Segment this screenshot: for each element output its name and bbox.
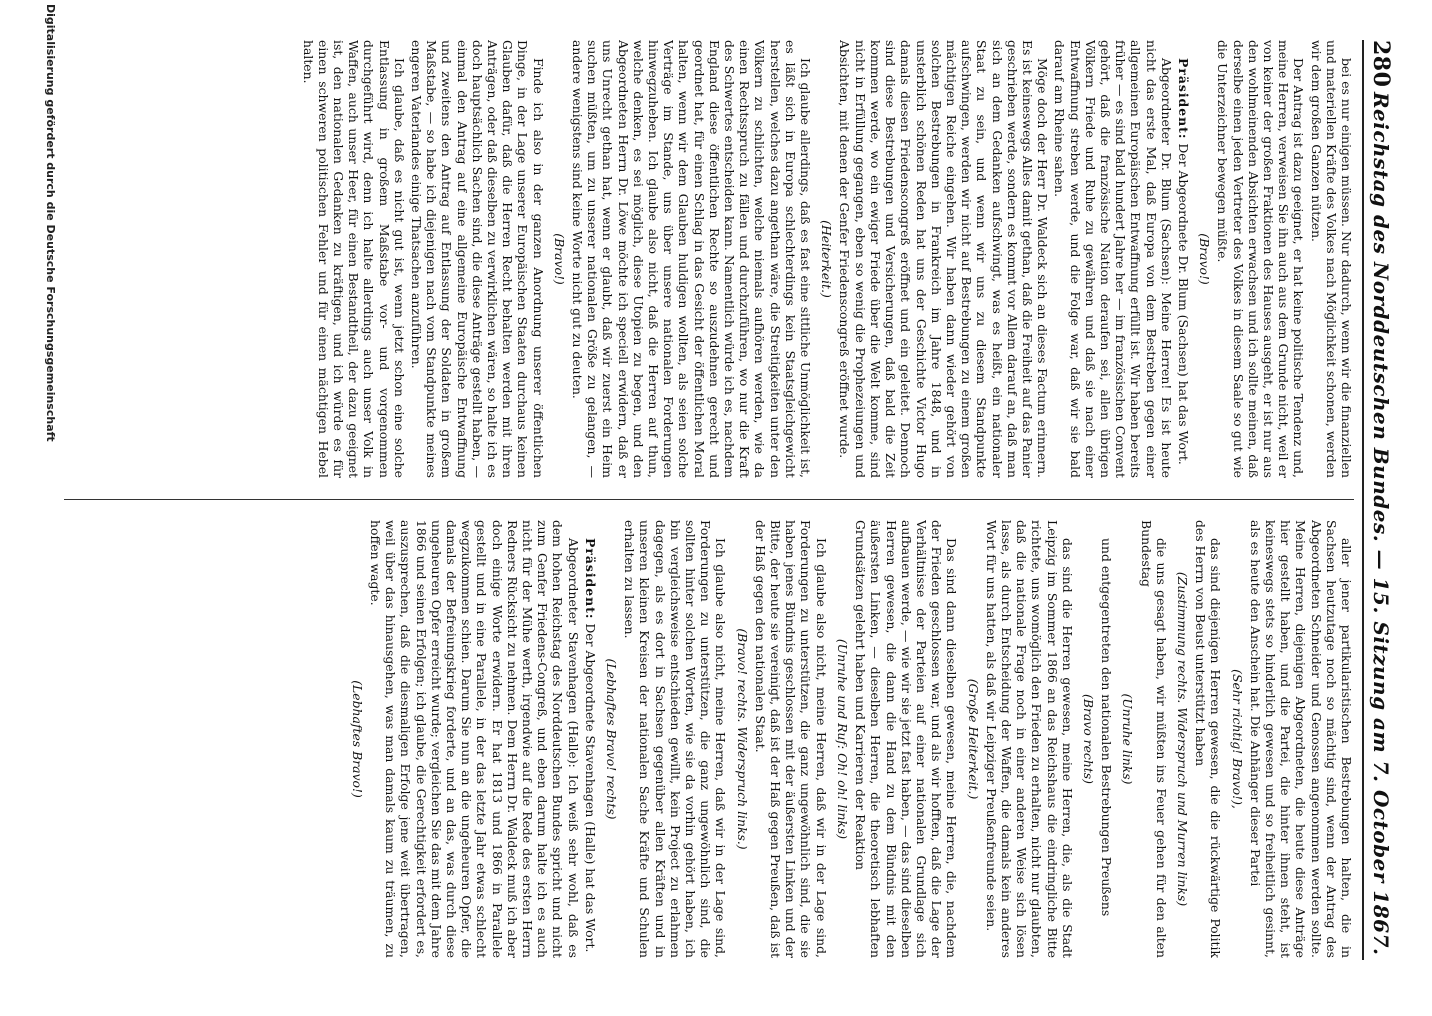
page-title: Reichstag des Norddeutschen Bundes. — 15. Sitzung am 7. October 1867. (1369, 91, 1393, 956)
column-divider (64, 499, 1354, 500)
speaker-label: Präsident: (582, 538, 598, 620)
reaction-note: (Heiterkeit.) (819, 220, 835, 298)
reaction-note: (Bravo rechts) (1080, 694, 1096, 784)
reaction-note: (Bravo!) (551, 233, 567, 285)
document-page (32, 0, 1432, 1000)
body-paragraph: und entgegentreten den nationalen Bestrebungen Preußens (1099, 538, 1115, 917)
reaction-note: (Unruhe links) (1120, 693, 1136, 785)
body-paragraph: Abgeordneter Stavenhagen (Halle): Ich weiß sehr wohl, daß es dem hohen Reichstag des Norddeutschen Bundes spricht und nicht zum Genfer Friedens-Congreß, und eben darum halte ich es auch nicht für der Mühe werth, irgendwie auf die Rede des ersten Herrn Redners Rücksicht zu nehmen. Dem Herrn Dr. Waldeck muß ich aber doch einige Worte erwidern. Er hat 1813 und 1866 in Parallele gestellt und in eine Parallele, in der das letzte Jahr etwas schlecht wegzukommen schien. Darum Sie nun an die ungeheuren Opfer, die damals der Befreiungskrieg forderte, und an das, was durch diese ungeheuren Opfer erreicht wurde; vergleichen Sie das mit dem Jahre 1866 und seinen Erfolgen; ich glaube, die Gerechtigkeit erfordert es, auszusprechen, daß die diesmaligen Erfolge jene weit übertragen, weil über das hinausgehen, was man damals kaum zu träumen, zu hoffen wagte. (368, 520, 581, 958)
body-paragraph: Finde ich also in der ganzen Anordnung unserer öffentlichen Dinge, in der Lage unserer Europäischen Staaten durchaus keinen Glauben dafür, daß die Herren Recht behalten werden mit ihren Anträgen, oder daß dieselben zu verwirklichen wären, so halte ich es doch hauptsächlich Sachen sind, die diese Anträge gestellt haben, — einmal den Antrag auf eine allgemeine Europäische Entwaffnung und zweitens den Antrag auf Entlassung der Soldaten in großem Maßstabe, — so habe ich diejenigen nach vom Standpunkte meines engeren Vaterlandes einige Thatsachen anzuführen. (409, 40, 546, 478)
reaction-note: (Große Heiterkeit.) (965, 678, 981, 800)
reaction-note: (Unruhe und Ruf: Oh! oh! links) (834, 638, 850, 840)
left-column (64, 40, 1354, 478)
body-paragraph: bei es nur einigen müssen. Nur dadurch, wenn wir die finanziellen und materiellen Kräfte des Volkes nach Möglichkeit schonen, werden wir dem großen Ganzen nützen. (1308, 40, 1354, 478)
speaker-text: Der Abgeordnete Dr. Blum (Sachsen) hat das Wort. (1175, 143, 1191, 465)
page-header (1362, 40, 1394, 960)
body-paragraph: das sind die Herren gewesen, meine Herren, die, als die Stadt Leipzig im Sommer 1866 an das Reichshaus die eindringliche Bitte richtete, uns womöglich den Frieden zu erhalten, nicht nur glaubten, daß die nationale Frage noch in einer anderen Weise sich lösen lasse, als durch Entscheidung der Waffen, die damals kein anderes Wort für uns hatten, als daß wir Leipziger Preußenfreunde seien. (983, 520, 1075, 958)
right-column (64, 520, 1354, 958)
speaker-paragraph (1176, 40, 1191, 478)
reaction-note: (Sehr richtig! Bravo!), (1229, 669, 1245, 809)
body-paragraph: Der Antrag ist dazu geeignet, er hat keine politische Tendenz und, meine Herren, verweisen Sie ihn auch aus dem Grunde nicht, weil er von keiner der großen Fraktionen des Hauses ausgeht, er ist nur aus den wohlmeinenden Absichten erwachsen und ich sollte meinen, daß derselbe einen jeden Vertreter des Volkes in diesem Saale so gut wie die Unterzeichner bewegen müßte. (1215, 40, 1307, 478)
body-paragraph: die uns gesagt haben, wir müßten ins Feuer gehen für den alten Bundestag (1138, 520, 1169, 958)
speaker-text: Der Abgeordnete Stavenhagen (Halle) hat das Wort. (582, 623, 598, 953)
speaker-label: Präsident: (1175, 58, 1191, 140)
reaction-note: (Zustimmung rechts. Widerspruch und Murren links) (1174, 571, 1190, 907)
reaction-note: (Lebhaftes Bravo!) (349, 680, 365, 798)
body-paragraph: Das sind dann dieselben gewesen, meine Herren, die, nachdem der Frieden geschlossen war, und als wir hofften, daß die Lage der Verhältnisse der Parteien auf einer nationalen Grundlage sich aufbauen werde, — wie wir sie jetzt fast haben, — das sind dieselben Herren gewesen, die dann die Hand zu dem Bündnis mit den äußersten Linken, — dieselben Herren, die theoretisch lebhaften Grundsätzen gelehrt haben und Karrieren der Reaktion (853, 520, 960, 958)
body-paragraph: das sind diejenigen Herren gewesen, die die rückwärtige Politik des Herrn von Beust unterstützt haben (1193, 520, 1224, 958)
body-paragraph: aller jener partikularistischen Bestrebungen halten, die in Sachsen heutzutage noch so mächtig sind, wenn der Antrag des Abgeordneten Schneider und Genossen angenommen werden sollte. Meine Herren, diejenigen Abgeordneten, die heute diese Anträge hier gestellt haben, und die Partei, die hinter ihnen steht, ist keineswegs stets so hinderlich gewesen und so freiheitlich gesinnt, als es heute den Anschein hat. Die Anhänger dieser Partei (1247, 520, 1354, 958)
body-paragraph: Möge doch der Herr Dr. Waldeck sich an dieses Factum erinnern. Es ist keineswegs Alles damit gethan, daß die Freiheit auf das Panier geschrieben werde, sondern es kommt vor Allem darauf an, daß man sich an dem Gedanken aufschwingt, was es heißt, ein nationaler Staat zu sein, und wenn wir uns zu diesem Standpunkte aufschwingen, werden wir nicht auf Bestrebungen zu einem großen mächtigen Reiche eingehen. Wir haben dann wieder gehört von solchen Bestrebungen in Frankreich im Jahre 1848, und in unsterblich schönen Reden hat uns der Geschichte Victor Hugo damals diesen Friedenscongreß eröffnet und ein geleitet. Dennoch sind diese Bestrebungen und Versicherungen, daß bald die Zeit kommen werde, wo ein ewiger Friede über die Welt komme, sind nicht in Erfüllung gegangen, eben so wenig die Prophezeiungen und Absichten, mit denen der Genfer Friedenscongreß eröffnet wurde. (837, 40, 1051, 478)
reaction-note: (Lebhaftes Bravo! rechts) (604, 658, 620, 820)
body-paragraph: Ich glaube, daß es nicht gut ist, wenn jetzt schon eine solche Entlassung in großem Maßstabe vor- und vorgenommen durchgeführt wird, denn ich halte allerdings auch unser Volk in Waffen, auch unser Heer, für einen Bestandtheil, der dazu geeignet ist, den nationalen Gedanken zu kräftigen, und ich würde es für einen schweren politischen Fehler und für einen mächtigen Hebel halten. (300, 40, 407, 478)
credit-text: Digitalisierung gefördert durch die Deutsche Forschungsgemeinschaft (44, 4, 57, 442)
reaction-note: (Bravo!) (1197, 233, 1213, 285)
reaction-note: (Bravo! rechts. Widerspruch links.) (734, 628, 750, 850)
body-paragraph: Ich glaube allerdings, daß es fast eine sittliche Unmöglichkeit ist, es läßt sich in Europa schlechterdings kein Staatsgleichgewicht herstellen, welches dazu angethan wäre, die Streitigkeiten unter den Völkern zu schlichten, welche niemals aufhören werden, wie da einen Rechtsspruch zu fällen und durchzuführen, wo nur die Kraft des Schwertes entscheiden kann. Namentlich würde ich es, nachdem England diese öffentlichen Rechte so auszudehnen gerecht und geordnet hat, für einen Schlag in das Gesicht der öffentlichen Moral halten, wenn wir dem Glauben huldigen wollten, als seien solche Verträge im Stande, uns über unsere nationalen Forderungen hinwegzuheben. Ich glaube also nicht, daß die Herren auf thun, welche denken, es sei möglich, diese Utopien zu begen, und den Abgeordneten Herrn Dr. Löwe möchte ich speciell erwidern, daß er uns Unrecht gethan hat, wenn er glaubt, daß wir zuerst ein Heim suchen müßten, um zu unserer nationalen Größe zu gelangen, — andere wenigstens sind keine Worte nicht gut zu deuten. (570, 40, 814, 478)
body-paragraph: Abgeordneter Dr. Blum (Sachsen): Meine Herren! Es ist heute nicht das erste Mal, daß Europa von dem Bestreben gegen einer allgemeinen Europäischen Entwaffnung erfüllt ist. Wir haben bereits früher — es sind bald hundert Jahre her — im französischen Convent gehört, daß die französische Nation deraufen sei, allen übrigen Völkern Friede und Ruhe zu gewähren und daß sie nach einer Entwaffnung streben werde, und die Folge war, daß wir sie bald darauf am Rheine sahen. (1052, 40, 1174, 478)
page-number: 280 (1368, 40, 1394, 88)
digitization-credit (44, 0, 57, 1016)
body-paragraph: Ich glaube also nicht, meine Herren, daß wir in der Lage sind, Forderungen zu unterstützen, die ganz ungewöhnlich sind, die sollten hinter solchen Worten, wie sie da vorhin gehört haben, ich bin vergleichsweise entschieden gewillt, kein Project zu erlahmen dagegen, als es dort in Sachsen gegenüber allen Kräften und in unseren kleinen Kreisen der nationalen Sache Kräfte und Schulen erhalten zu lassen. (622, 520, 729, 958)
body-paragraph: Ich glaube also nicht, meine Herren, daß wir in der Lage sind, Forderungen zu unterstützen, die ganz ungewöhnlich sind, die sie haben jenes Bündnis geschlossen mit der äußersten Linken und der Bitte, der heute sie vereinigt, daß ist der Haß gegen Preußen, daß ist der Haß gegen den nationalen Staat. (752, 520, 829, 958)
speaker-paragraph (583, 520, 598, 958)
